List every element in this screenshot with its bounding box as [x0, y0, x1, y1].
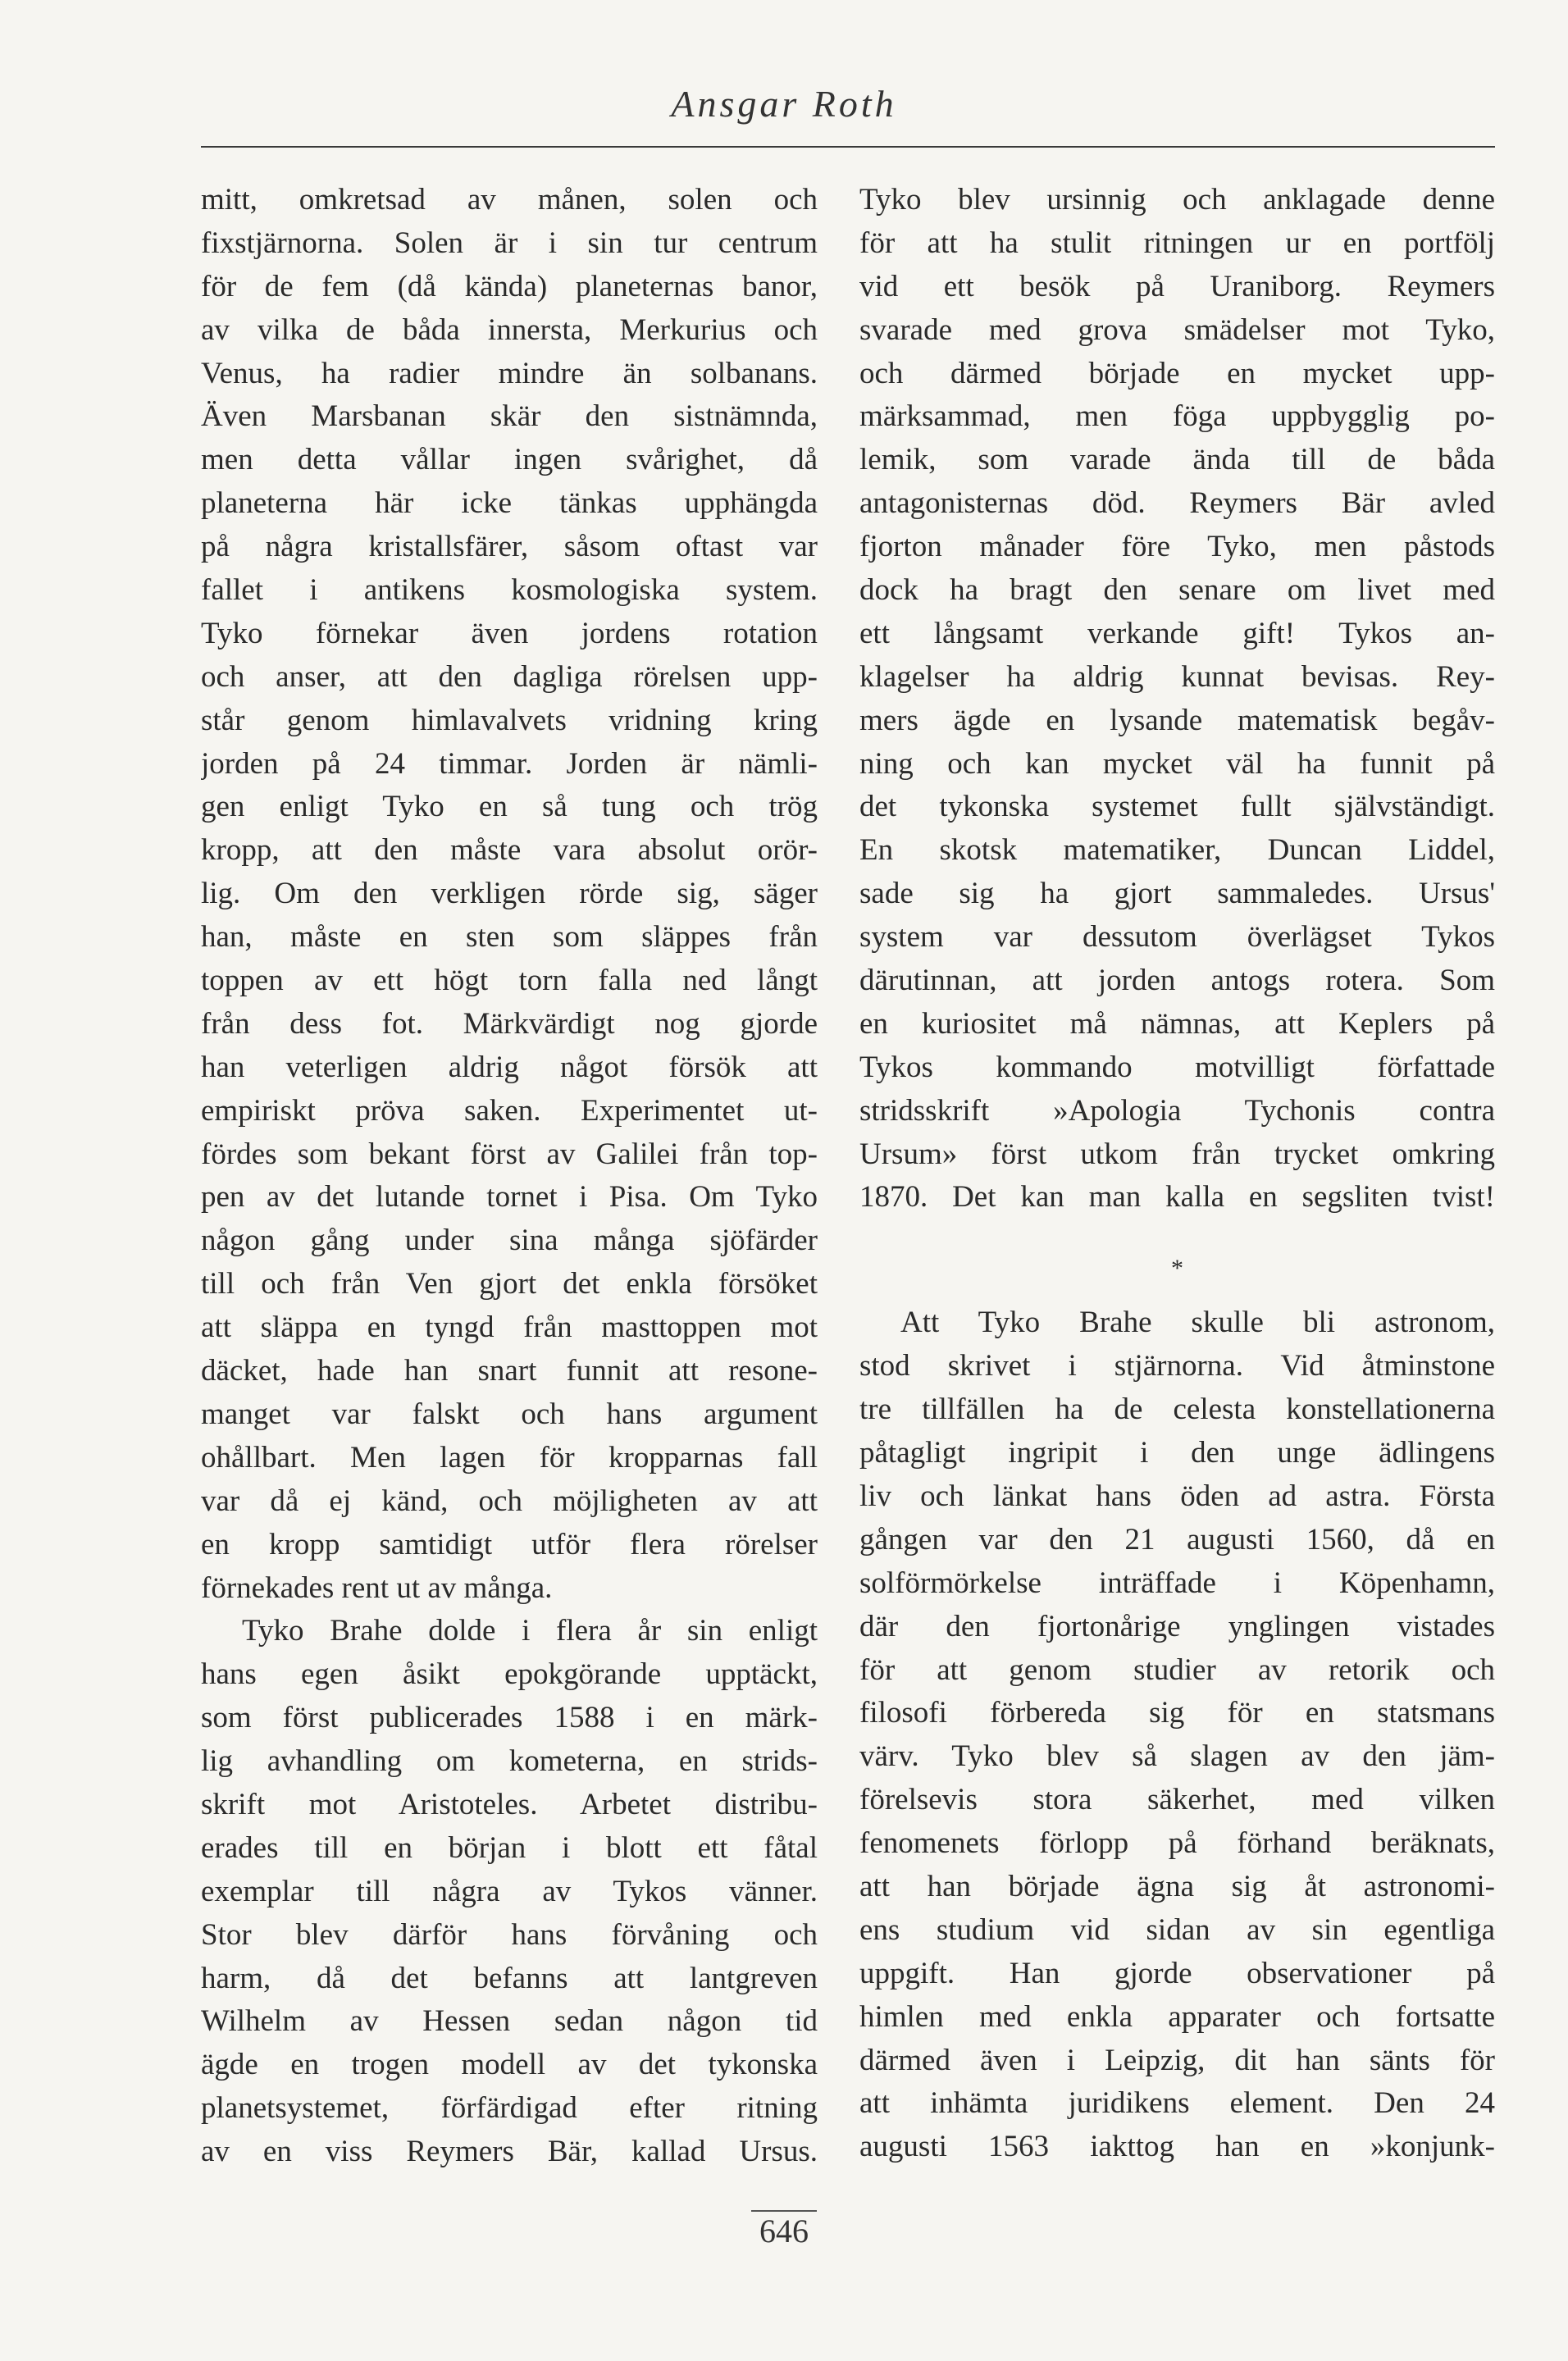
- text-line: att släppa en tyngd från masttoppen mot: [201, 1310, 818, 1345]
- text-line: ägde en trogen modell av det tykonska: [201, 2048, 818, 2082]
- text-line: från dess fot. Märkvärdigt nog gjorde: [201, 1006, 818, 1041]
- text-line: gen enligt Tyko en så tung och trög: [201, 790, 818, 824]
- text-line: svarade med grova smädelser mot Tyko,: [859, 312, 1495, 347]
- text-line: därmed även i Leipzig, dit han sänts för: [859, 2043, 1495, 2077]
- text-line: Tyko blev ursinnig och anklagade denne: [859, 183, 1495, 217]
- text-line: system var dessutom överlägset Tykos: [859, 920, 1495, 955]
- text-line: stridsskrift »Apologia Tychonis contra: [859, 1093, 1495, 1128]
- text-line: till och från Ven gjort det enkla försöket: [201, 1267, 818, 1301]
- text-line: fjorton månader före Tyko, men påstods: [859, 530, 1495, 564]
- text-line: erades till en början i blott ett fåtal: [201, 1830, 818, 1865]
- text-line: för att ha stulit ritningen ur en portfölj: [859, 226, 1495, 260]
- text-line: han, måste en sten som släppes från: [201, 920, 818, 955]
- text-line: himlen med enkla apparater och fortsatte: [859, 1999, 1495, 2034]
- text-line: står genom himlavalvets vridning kring: [201, 703, 818, 737]
- text-line: av vilka de båda innersta, Merkurius och: [201, 312, 818, 347]
- text-line: han veterligen aldrig något försök att: [201, 1050, 818, 1084]
- text-line: gången var den 21 augusti 1560, då en: [859, 1522, 1495, 1557]
- text-line: på några kristallsfärer, såsom oftast var: [201, 530, 818, 564]
- text-line: dock ha bragt den senare om livet med: [859, 573, 1495, 608]
- text-line: men detta vållar ingen svårighet, då: [201, 443, 818, 477]
- text-line: Tykos kommando motvilligt författade: [859, 1050, 1495, 1084]
- text-line: planeterna här icke tänkas upphängda: [201, 486, 818, 521]
- text-line: jorden på 24 timmar. Jorden är nämli-: [201, 746, 818, 781]
- text-line: lig avhandling om kometerna, en strids-: [201, 1744, 818, 1779]
- text-line: Att Tyko Brahe skulle bli astronom,: [900, 1306, 1495, 1340]
- running-head: Ansgar Roth: [671, 83, 897, 125]
- text-line: skrift mot Aristoteles. Arbetet distribu-: [201, 1787, 818, 1821]
- text-line: klagelser ha aldrig kunnat bevisas. Rey-: [859, 659, 1495, 694]
- text-line: lig. Om den verkligen rörde sig, säger: [201, 877, 818, 911]
- text-line: en kuriositet må nämnas, att Keplers på: [859, 1006, 1495, 1041]
- text-line: sade sig ha gjort sammaledes. Ursus': [859, 877, 1495, 911]
- text-line: påtagligt ingripit i den unge ädlingens: [859, 1436, 1495, 1470]
- text-line: märksammad, men föga uppbygglig po-: [859, 399, 1495, 434]
- header-rule: [201, 146, 1495, 148]
- text-line: Venus, ha radier mindre än solbanans.: [201, 356, 818, 390]
- text-line: harm, då det befanns att lantgreven: [201, 1961, 818, 1995]
- text-line: ens studium vid sidan av sin egentliga: [859, 1912, 1495, 1947]
- left-column: [201, 179, 818, 2174]
- text-line: Ursum» först utkom från trycket omkring: [859, 1137, 1495, 1171]
- page-number-label: 646: [751, 2210, 817, 2250]
- text-line: värv. Tyko blev så slagen av den jäm-: [859, 1739, 1495, 1774]
- text-line: Tyko Brahe dolde i flera år sin enligt: [242, 1614, 818, 1648]
- text-line: empiriskt pröva saken. Experimentet ut-: [201, 1093, 818, 1128]
- text-line: En skotsk matematiker, Duncan Liddel,: [859, 833, 1495, 868]
- text-line: stod skrivet i stjärnorna. Vid åtminstone: [859, 1349, 1495, 1383]
- text-line: fallet i antikens kosmologiska system.: [201, 573, 818, 608]
- text-line: toppen av ett högt torn falla ned långt: [201, 964, 818, 998]
- text-line: antagonisternas död. Reymers Bär avled: [859, 486, 1495, 521]
- text-line: som först publicerades 1588 i en märk-: [201, 1701, 818, 1735]
- text-line: däcket, hade han snart funnit att resone-: [201, 1354, 818, 1388]
- text-line: liv och länkat hans öden ad astra. Första: [859, 1479, 1495, 1513]
- text-line: fenomenets förlopp på förhand beräknats,: [859, 1826, 1495, 1861]
- text-line: hans egen åsikt epokgörande upptäckt,: [201, 1657, 818, 1692]
- text-line: därutinnan, att jorden antogs rotera. Som: [859, 964, 1495, 998]
- text-line: uppgift. Han gjorde observationer på: [859, 1956, 1495, 1990]
- right-column: [859, 179, 1495, 2169]
- text-line: ning och kan mycket väl ha funnit på: [859, 746, 1495, 781]
- text-line: filosofi förbereda sig för en statsmans: [859, 1696, 1495, 1730]
- text-line: och därmed började en mycket upp-: [859, 356, 1495, 390]
- text-line: att han började ägna sig åt astronomi-: [859, 1869, 1495, 1903]
- text-line: vid ett besök på Uraniborg. Reymers: [859, 269, 1495, 303]
- text-line: förnekades rent ut av många.: [201, 1570, 553, 1605]
- text-line: exemplar till några av Tykos vänner.: [201, 1874, 818, 1908]
- text-line: för att genom studier av retorik och: [859, 1652, 1495, 1687]
- text-line: Stor blev därför hans förvåning och: [201, 1917, 818, 1952]
- text-line: ohållbart. Men lagen för kropparnas fall: [201, 1440, 818, 1474]
- text-line: tre tillfällen ha de celesta konstellationerna: [859, 1392, 1495, 1427]
- text-line: pen av det lutande tornet i Pisa. Om Tyko: [201, 1180, 818, 1215]
- text-line: någon gång under sina många sjöfärder: [201, 1224, 818, 1258]
- text-line: Även Marsbanan skär den sistnämnda,: [201, 399, 818, 434]
- text-line: det tykonska systemet fullt självständigt.: [859, 790, 1495, 824]
- text-line: av en viss Reymers Bär, kallad Ursus.: [201, 2135, 818, 2169]
- text-line: där den fjortonårige ynglingen vistades: [859, 1609, 1495, 1643]
- text-line: och anser, att den dagliga rörelsen upp-: [201, 659, 818, 694]
- section-asterism: *: [1171, 1255, 1183, 1283]
- text-line: fördes som bekant först av Galilei från top-: [201, 1137, 818, 1171]
- text-line: 1870. Det kan man kalla en segsliten tvist!: [859, 1180, 1495, 1215]
- page-number: [0, 2210, 1568, 2250]
- text-line: förelsevis stora säkerhet, med vilken: [859, 1783, 1495, 1817]
- text-line: var då ej känd, och möjligheten av att: [201, 1484, 818, 1518]
- text-line: augusti 1563 iakttog han en »konjunk-: [859, 2130, 1495, 2164]
- text-line: kropp, att den måste vara absolut orör-: [201, 833, 818, 868]
- text-line: manget var falskt och hans argument: [201, 1397, 818, 1431]
- text-line: lemik, som varade ända till de båda: [859, 443, 1495, 477]
- text-line: ett långsamt verkande gift! Tykos an-: [859, 616, 1495, 650]
- text-line: fixstjärnorna. Solen är i sin tur centrum: [201, 226, 818, 260]
- text-line: mitt, omkretsad av månen, solen och: [201, 183, 818, 217]
- text-line: mers ägde en lysande matematisk begåv-: [859, 703, 1495, 737]
- text-line: för de fem (då kända) planeternas banor,: [201, 269, 818, 303]
- text-line: en kropp samtidigt utför flera rörelser: [201, 1527, 818, 1561]
- text-line: solförmörkelse inträffade i Köpenhamn,: [859, 1566, 1495, 1600]
- text-line: planetsystemet, förfärdigad efter ritning: [201, 2091, 818, 2126]
- text-line: Tyko förnekar även jordens rotation: [201, 616, 818, 650]
- text-line: att inhämta juridikens element. Den 24: [859, 2086, 1495, 2121]
- text-line: Wilhelm av Hessen sedan någon tid: [201, 2004, 818, 2039]
